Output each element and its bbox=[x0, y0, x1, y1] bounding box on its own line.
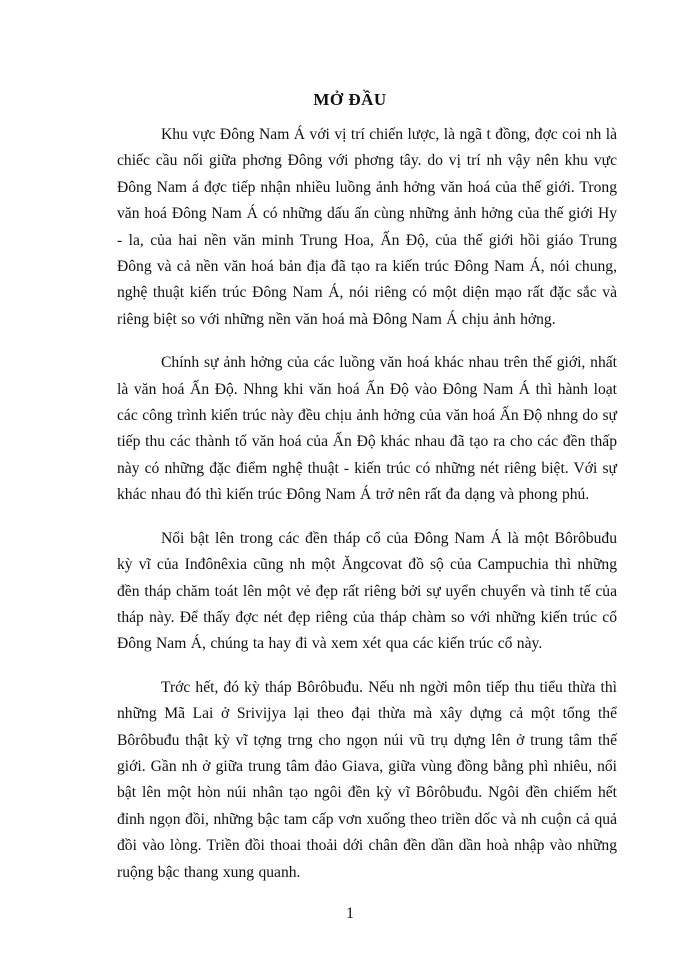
paragraph-2: Chính sự ảnh hởng của các luồng văn hoá khác nhau trên thế giới, nhất là văn hoá Ấn Độ. Nhng khi văn hoá Ấn Độ vào Đông Nam Á thì hành loạt các công trình kiến trúc này đều chịu ảnh hởng của văn hoá Ấn Độ nhng do sự tiếp thu các thành tố văn hoá của Ấn Độ khác nhau đã tạo ra cho các đền thấp này có những đặc điểm nghệ thuật - kiến trúc có những nét riêng biệt. Với sự khác nhau đó thì kiến trúc Đông Nam Á trở nên rất đa dạng và phong phú. bbox=[117, 354, 617, 504]
paragraph-3: Nổi bật lên trong các đền tháp cổ của Đông Nam Á là một Bôrôbuđu kỳ vĩ của Inđônêxia cũng nh một Ăngcovat đồ sộ của Campuchia thì những đền tháp chăm toát lên một vẻ đẹp rất riêng bởi sự uyển chuyển và tinh tế của tháp này. Để thấy đợc nét đẹp riêng của tháp chàm so với những kiến trúc cổ Đông Nam Á, chúng ta hay đi và xem xét qua các kiến trúc cổ này. bbox=[117, 529, 617, 653]
document-body bbox=[117, 122, 617, 903]
page-number: 1 bbox=[346, 905, 354, 922]
paragraph-4: Trớc hết, đó kỳ tháp Bôrôbuđu. Nếu nh ngời môn tiếp thu tiểu thừa thì những Mã Lai ở Srivijya lại theo đại thừa mà xây dựng cả một tổng thể Bôrôbuđu thật kỳ vĩ tợng trng cho ngọn núi vũ trụ dựng lên ở trung tâm thế giới. Gần nh ở giữa trung tâm đảo Giava, giữa vùng đồng bằng phì nhiêu, nổi bật lên một hòn núi nhân tạo ngôi đền kỳ vĩ Bôrôbuđu. Ngôi đền chiếm hết đỉnh ngọn đồi, những bậc tam cấp vơn xuống theo triền dốc và nh cuộn cả quả đồi vào lòng. Triền đồi thoai thoải dới chân đền dần dần hoà nhập vào những ruộng bậc thang xung quanh. bbox=[117, 678, 617, 881]
page-title: MỞ ĐẦU bbox=[313, 90, 387, 109]
paragraph-1: Khu vực Đông Nam Á với vị trí chiến lược, là ngã t đồng, đợc coi nh là chiếc cầu nối giữa phơng Đông với phơng tây. do vị trí nh vậy nên khu vực Đông Nam á đợc tiếp nhận nhiều luồng ảnh hởng văn hoá của thế giới. Trong văn hoá Đông Nam Á có những dấu ấn cùng những ảnh hởng của thế giới Hy - la, của hai nền văn minh Trung Hoa, Ấn Độ, của thế giới hồi giáo Trung Đông và cả nền văn hoá bản địa đã tạo ra kiến trúc Đông Nam Á, nói chung, nghệ thuật kiến trúc Đông Nam Á, nói riêng có một diện mạo rất đặc sắc và riêng biệt so với những nền văn hoá mà Đông Nam Á chịu ảnh hởng. bbox=[117, 126, 617, 328]
